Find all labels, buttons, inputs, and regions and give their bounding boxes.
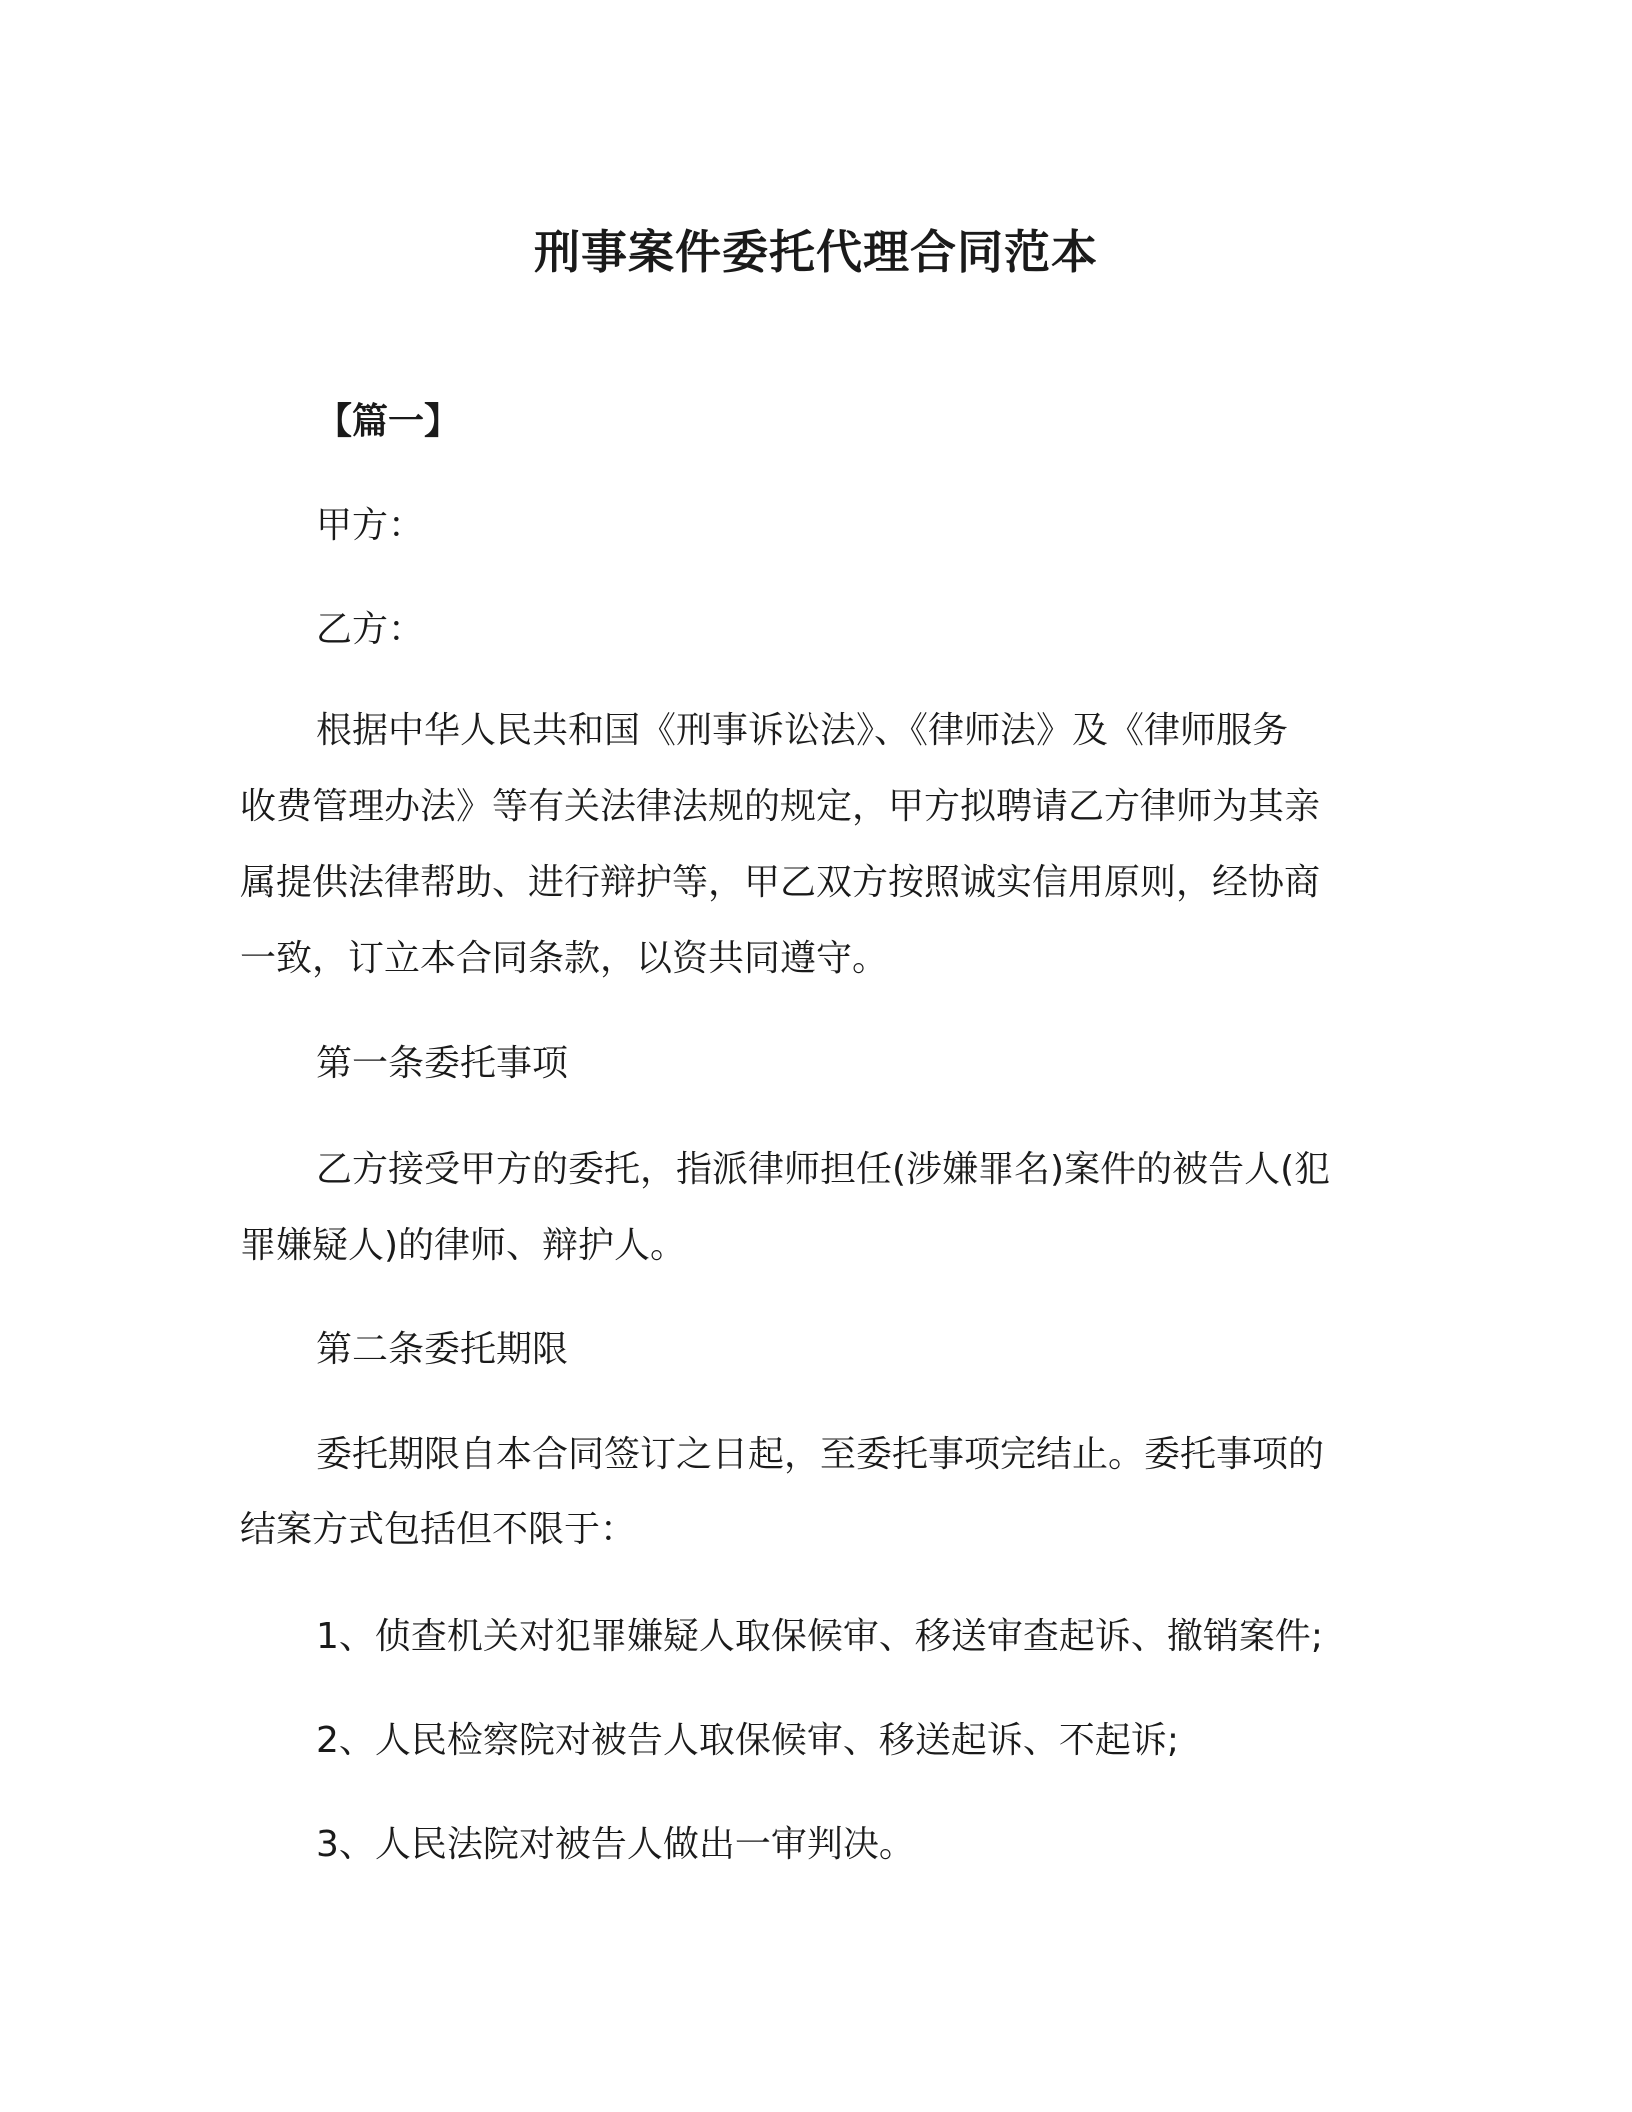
intro-line: 属提供法律帮助、进行辩护等，甲乙双方按照诚实信用原则，经协商: [240, 862, 1321, 903]
list-item: 3、人民法院对被告人做出一审判决。: [316, 1824, 915, 1865]
article-2-line: 委托期限自本合同签订之日起，至委托事项完结止。委托事项的: [316, 1434, 1325, 1475]
article-1-line: 罪嫌疑人)的律师、辩护人。: [240, 1225, 687, 1266]
article-1-heading: 第一条委托事项: [316, 1043, 569, 1084]
article-1-line: 乙方接受甲方的委托，指派律师担任(涉嫌罪名)案件的被告人(犯: [316, 1149, 1331, 1190]
document-title: 刑事案件委托代理合同范本: [534, 225, 1098, 279]
article-2-heading: 第二条委托期限: [316, 1329, 569, 1370]
party-b-label: 乙方：: [316, 609, 425, 650]
party-a-label: 甲方：: [316, 505, 425, 546]
section-marker: 【篇一】: [316, 401, 461, 442]
list-item: 2、人民检察院对被告人取保候审、移送起诉、不起诉;: [316, 1720, 1180, 1761]
list-item: 1、侦查机关对犯罪嫌疑人取保候审、移送审查起诉、撤销案件;: [316, 1616, 1324, 1657]
intro-line: 收费管理办法》等有关法律法规的规定，甲方拟聘请乙方律师为其亲: [240, 786, 1321, 827]
article-2-line: 结案方式包括但不限于：: [240, 1509, 637, 1550]
intro-line: 一致，订立本合同条款，以资共同遵守。: [240, 938, 889, 979]
intro-line: 根据中华人民共和国《刑事诉讼法》、《律师法》及《律师服务: [316, 710, 1289, 751]
